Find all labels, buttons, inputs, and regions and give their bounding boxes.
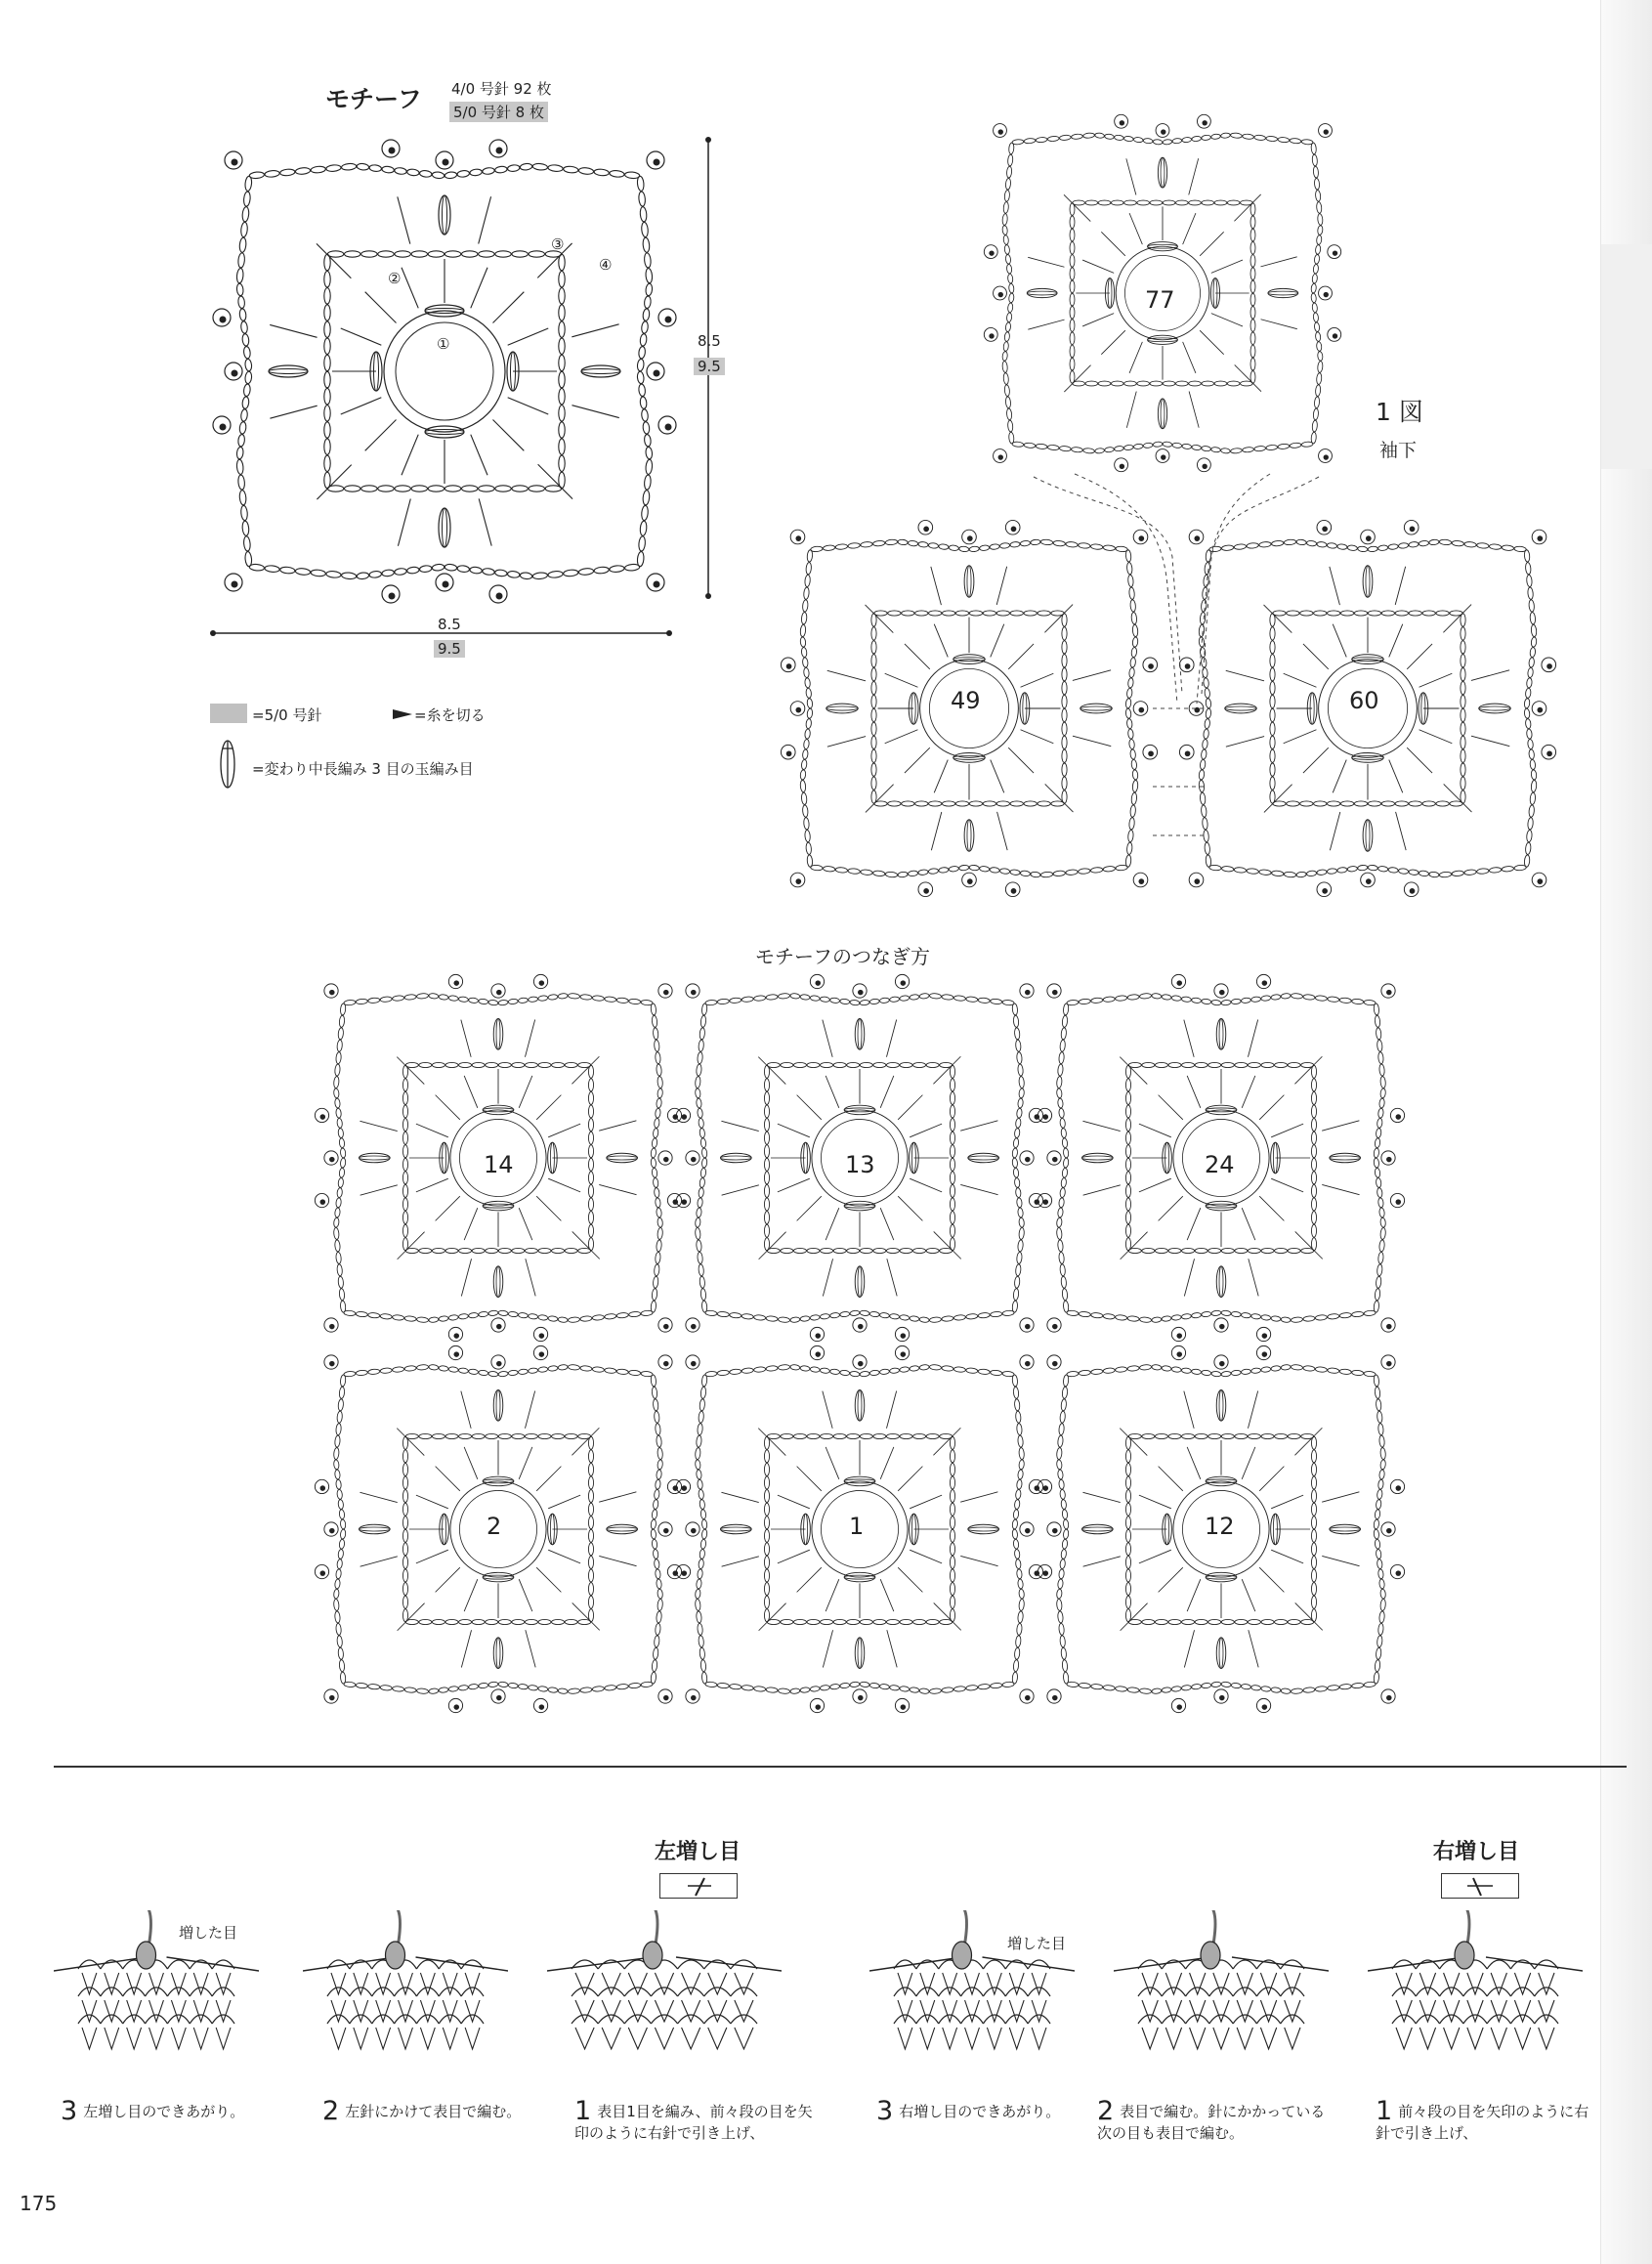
figure1-subtitle: 袖下 bbox=[1379, 440, 1418, 461]
step-text: 右増し目のできあがり。 bbox=[899, 2103, 1061, 2120]
step-left-2 bbox=[322, 2096, 557, 2126]
legend-cut-text: =糸を切る bbox=[414, 706, 486, 724]
step-right-2 bbox=[1097, 2096, 1336, 2144]
step-text: 左増し目のできあがり。 bbox=[83, 2103, 245, 2120]
dim-vertical-95: 9.5 bbox=[694, 358, 725, 375]
dim-horizontal-85: 8.5 bbox=[438, 616, 461, 633]
needle-count-5-0: 5/0 号針 8 枚 bbox=[449, 102, 548, 122]
legend-stitch-text: =変わり中長編み 3 目の玉編み目 bbox=[252, 760, 474, 778]
right-increase-symbol bbox=[1441, 1873, 1519, 1899]
motif-number-2: 2 bbox=[487, 1513, 502, 1540]
round-label-2: ② bbox=[388, 270, 402, 287]
knit-illustration-left-2 bbox=[303, 1910, 508, 2057]
step-text: 前々段の目を矢印のように右針で引き上げ、 bbox=[1376, 2103, 1589, 2142]
step-number: 2 bbox=[322, 2096, 340, 2126]
round-label-4: ④ bbox=[599, 256, 613, 274]
step-number: 2 bbox=[1097, 2096, 1115, 2126]
right-increase-title: 右増し目 bbox=[1433, 1840, 1520, 1864]
cut-yarn-icon bbox=[391, 707, 414, 721]
legend-needle-text: =5/0 号針 bbox=[252, 706, 322, 724]
dim-horizontal-95: 9.5 bbox=[434, 640, 465, 658]
joining-title: モチーフのつなぎ方 bbox=[755, 945, 930, 968]
step-number: 1 bbox=[574, 2096, 592, 2126]
motif-number-1: 1 bbox=[849, 1513, 865, 1540]
increased-stitch-label-right: 増した目 bbox=[1007, 1935, 1067, 1952]
round-label-1: ① bbox=[437, 335, 450, 353]
step-number: 1 bbox=[1376, 2096, 1393, 2126]
step-text: 表目で編む。針にかかっている次の目も表目で編む。 bbox=[1097, 2103, 1326, 2142]
page-tab bbox=[1601, 244, 1652, 469]
step-left-1 bbox=[574, 2096, 824, 2144]
step-right-3 bbox=[876, 2096, 1101, 2126]
left-increase-title: 左増し目 bbox=[655, 1840, 741, 1864]
step-right-1 bbox=[1376, 2096, 1600, 2144]
increased-stitch-label-left: 増した目 bbox=[179, 1924, 238, 1942]
step-text: 表目1目を編み、前々段の目を矢印のように右針で引き上げ、 bbox=[574, 2103, 813, 2142]
motif-number-49: 49 bbox=[951, 687, 981, 714]
dim-vertical-85: 8.5 bbox=[698, 332, 721, 350]
step-number: 3 bbox=[61, 2096, 78, 2126]
step-text: 左針にかけて表目で編む。 bbox=[345, 2103, 522, 2120]
motif-number-14: 14 bbox=[484, 1151, 514, 1178]
round-label-3: ③ bbox=[551, 235, 565, 253]
motif-number-13: 13 bbox=[845, 1151, 875, 1178]
motif-number-77: 77 bbox=[1145, 286, 1175, 314]
puff-stitch-icon bbox=[217, 735, 238, 793]
knit-illustration-right-1 bbox=[1368, 1910, 1583, 2057]
motif-number-12: 12 bbox=[1205, 1513, 1235, 1540]
step-number: 3 bbox=[876, 2096, 894, 2126]
left-increase-symbol bbox=[659, 1873, 738, 1899]
knit-illustration-right-2 bbox=[1114, 1910, 1329, 2057]
motif-number-60: 60 bbox=[1349, 687, 1379, 714]
knit-illustration-left-1 bbox=[547, 1910, 782, 2057]
page-number: 175 bbox=[20, 2192, 58, 2215]
needle-count-4-0: 4/0 号針 92 枚 bbox=[451, 80, 552, 98]
legend-gray-swatch bbox=[210, 704, 247, 723]
section-divider bbox=[54, 1766, 1627, 1768]
motif-title: モチーフ bbox=[325, 85, 422, 113]
motif-chart bbox=[210, 137, 679, 606]
fig1-join-dashes bbox=[1016, 469, 1348, 840]
figure1-title: 1 図 bbox=[1376, 398, 1423, 426]
step-left-3 bbox=[61, 2096, 285, 2126]
motif-number-24: 24 bbox=[1205, 1151, 1235, 1178]
